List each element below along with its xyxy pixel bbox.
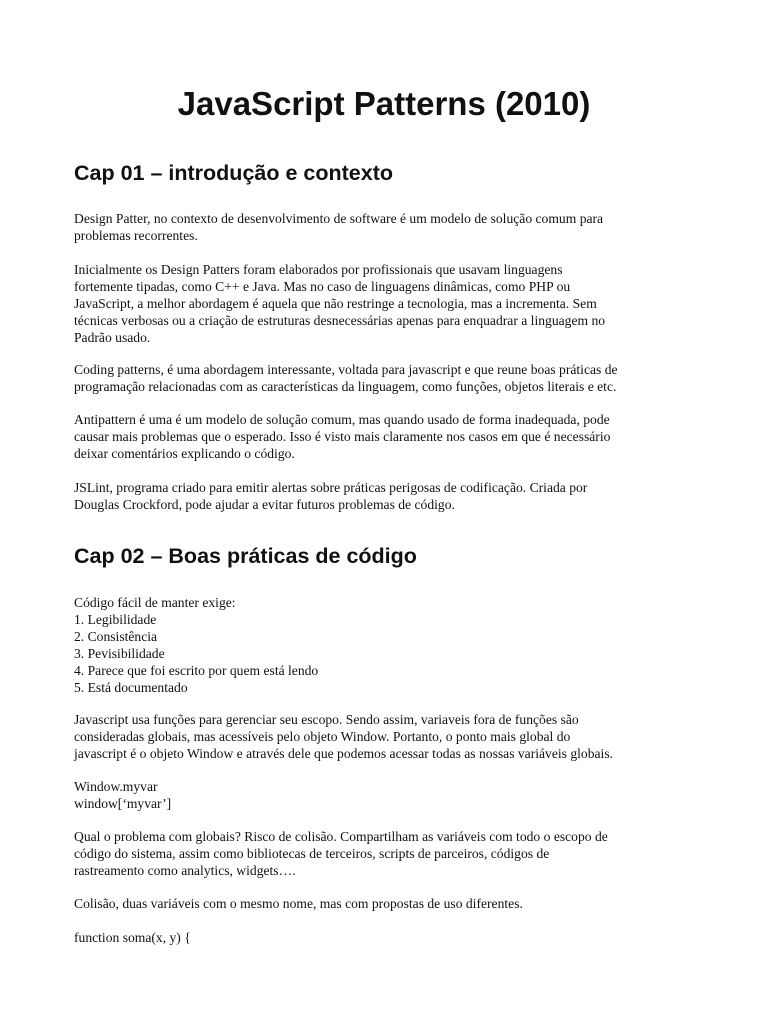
paragraph-window-code [74,779,704,813]
list-item: 5. Está documentado [74,679,188,695]
code-line: function soma(x, y) { [74,930,191,945]
document-title: JavaScript Patterns (2010) [177,85,591,122]
text-line: Padrão usado. [74,329,151,345]
text-line: Inicialmente os Design Patters foram elaborados por profissionais que usavam linguagens [74,262,563,277]
text-line: deixar comentários explicando o código. [74,445,295,461]
list-item: 1. Legibilidade [74,611,157,627]
text-line: técnicas verbosas ou a criação de estruturas desnecessárias apenas para enquadrar a linguagem no [74,312,606,328]
text-line: código do sistema, assim como bibliotecas de terceiros, scripts de parceiros, códigos de [74,845,550,861]
text-line: Qual o problema com globais? Risco de colisão. Compartilham as variáveis com todo o escopo de [74,829,608,844]
section-heading-cap-01: Cap 01 – introdução e contexto [74,161,393,185]
paragraph-javascript-escopo [74,712,704,763]
text-line: Colisão, duas variáveis com o mesmo nome, mas com propostas de uso diferentes. [74,896,523,911]
paragraph-design-patter [74,211,704,245]
list-item: 4. Parece que foi escrito por quem está lendo [74,662,319,678]
text-line: JavaScript, a melhor abordagem é aquela que não restringe a tecnologia, mas a incrementa. Sem [74,295,597,311]
paragraph-coding-patterns [74,362,704,396]
text-line: JSLint, programa criado para emitir alertas sobre práticas perigosas de codificação. Criada por [74,480,588,495]
list-item: 2. Consistência [74,628,158,644]
code-line: Window.myvar [74,779,158,794]
paragraph-colisao [74,896,704,913]
paragraph-inicialmente [74,262,704,347]
text-line: Design Patter, no contexto de desenvolvimento de software é um modelo de solução comum para [74,211,604,226]
text-line: problemas recorrentes. [74,227,198,243]
text-line: consideradas globais, mas acessíveis pelo objeto Window. Portanto, o ponto mais global do [74,728,571,744]
text-line: causar mais problemas que o esperado. Isso é visto mais claramente nos casos em que é necessário [74,428,611,444]
text-line: Coding patterns, é uma abordagem interessante, voltada para javascript e que reune boas práticas de [74,362,618,377]
text-line: Javascript usa funções para gerenciar seu escopo. Sendo assim, variaveis fora de funções são [74,712,579,727]
text-line: javascript é o objeto Window e através dele que podemos acessar todas as nossas variáveis globais. [74,745,614,761]
text-line: rastreamento como analytics, widgets…. [74,862,296,878]
text-line: fortemente tipadas, como C++ e Java. Mas no caso de linguagens dinâmicas, como PHP ou [74,278,571,294]
text-line: Código fácil de manter exige: [74,595,236,610]
section-heading-cap-02: Cap 02 – Boas práticas de código [74,544,417,568]
paragraph-problema-globais [74,829,704,880]
text-line: Antipattern é uma é um modelo de solução comum, mas quando usado de forma inadequada, pode [74,412,610,427]
paragraph-function-soma [74,930,704,947]
code-line: window[‘myvar’] [74,795,172,811]
text-line: Douglas Crockford, pode ajudar a evitar futuros problemas de código. [74,496,455,512]
paragraph-jslint [74,480,704,514]
text-line: programação relacionadas com as características da linguagem, como funções, objetos literais e etc. [74,378,617,394]
paragraph-codigo-facil-list [74,595,704,696]
list-item: 3. Pevisibilidade [74,645,165,661]
paragraph-antipattern [74,412,704,463]
